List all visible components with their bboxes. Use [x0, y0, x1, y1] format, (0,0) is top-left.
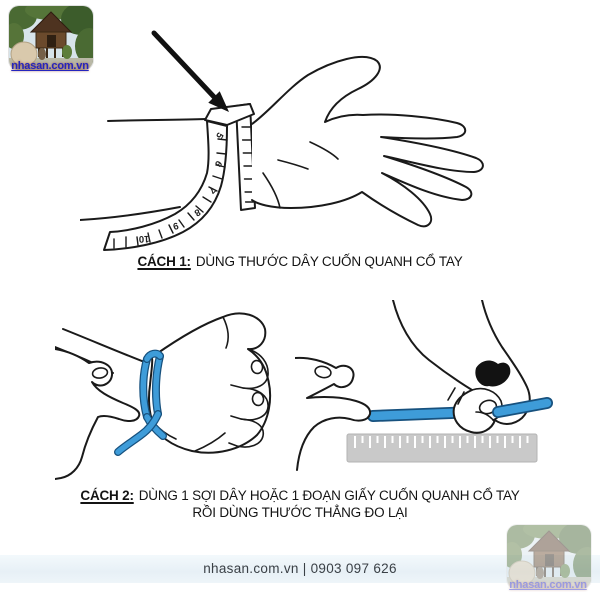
- method2-text-line2: RỒI DÙNG THƯỚC THẲNG ĐO LẠI: [192, 505, 408, 520]
- method2-ruler-illustration: [295, 300, 565, 472]
- footer-contact: nhasan.com.vn | 0903 097 626: [203, 561, 397, 576]
- method2-string-illustration: [55, 303, 285, 481]
- pinching-hand: [55, 349, 139, 479]
- open-hand: [252, 57, 483, 226]
- tape-number-10: 10: [138, 232, 150, 245]
- method1-text: DÙNG THƯỚC DÂY CUỐN QUANH CỔ TAY: [195, 254, 463, 269]
- method2-caption: [0, 487, 600, 521]
- tape-number-7: 7: [206, 184, 218, 196]
- site-logo-text: nhasan.com.vn: [11, 60, 89, 72]
- arrow-icon: [154, 33, 229, 112]
- fist-hand: [149, 313, 270, 452]
- method1-illustration: [80, 18, 500, 263]
- site-logo-watermark-text: nhasan.com.vn: [509, 579, 587, 591]
- method2-caption-line1: [0, 487, 600, 504]
- method2-caption-line2: [0, 504, 600, 521]
- tape-number-9: 9: [171, 219, 180, 232]
- ruler: [347, 434, 537, 462]
- method2-label: CÁCH 2:: [80, 488, 134, 503]
- tape-number-5: 5: [213, 130, 226, 141]
- method1-caption: [0, 253, 600, 270]
- measuring-tape: [104, 104, 255, 250]
- tape-number-8: 8: [192, 206, 203, 219]
- method1-label: CÁCH 1:: [137, 254, 191, 269]
- method2-text-line1: DÙNG 1 SỢI DÂY HOẶC 1 ĐOẠN GIẤY CUỐN QUANH CỔ TAY: [138, 488, 520, 503]
- site-logo-watermark: [506, 524, 590, 590]
- tape-number-6: 6: [212, 158, 225, 169]
